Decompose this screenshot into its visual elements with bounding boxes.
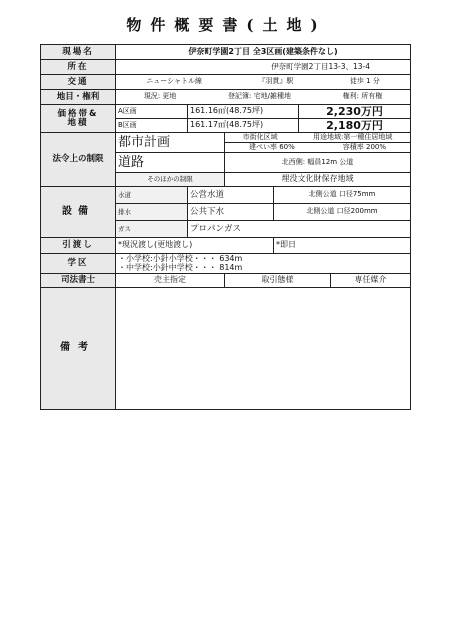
lot-a-price: 2,230万円 [299, 105, 411, 119]
row-school [41, 254, 411, 274]
label-scrivener: 司法書士 [41, 274, 116, 288]
property-summary-table [40, 44, 411, 410]
utility-drain-name: 排水 [116, 204, 188, 221]
label-land-rights: 地目・権利 [41, 90, 116, 105]
scrivener-value: 売主指定 [116, 274, 225, 288]
school-junior-high: ・中学校:小針中学校・・・ 814m [118, 262, 243, 272]
location-name-value: 伊奈町学園2丁目 全3区画(建築条件なし) [116, 45, 411, 60]
utility-drain-value: 公共下水 [188, 204, 274, 221]
school-list [116, 254, 411, 274]
utility-gas-value: プロパンガス [188, 221, 411, 238]
land-rights: 権利: 所有権 [342, 92, 383, 101]
land-status: 現況: 更地 [143, 92, 177, 101]
row-address [41, 60, 411, 75]
label-utilities: 設備 [41, 187, 116, 238]
land-rights-value [116, 90, 411, 105]
document-title: 物件概要書(土地) [126, 16, 327, 34]
city-planning-label: 都市計画 [116, 133, 225, 153]
road-value: 北西側: 幅員12m 公道 [225, 153, 411, 173]
transport-value [116, 75, 411, 90]
label-address: 所在 [41, 60, 116, 75]
handover-timing: *即日 [274, 238, 411, 254]
utility-water-detail: 北側公道 口径75mm [274, 187, 411, 204]
transaction-mode-label: 取引態様 [225, 274, 331, 288]
lot-b-price: 2,180万円 [299, 119, 411, 133]
label-remarks: 備考 [41, 288, 116, 410]
label-price-area [41, 105, 116, 133]
transport-walk: 徒歩 1 分 [349, 77, 380, 86]
transport-line: ニューシャトル線 [146, 77, 202, 86]
lot-a-name: A区画 [116, 105, 188, 119]
lot-b-name: B区画 [116, 119, 188, 133]
label-transport: 交通 [41, 75, 116, 90]
remarks-value [116, 288, 411, 410]
label-school: 学区 [41, 254, 116, 274]
utility-drain-detail: 北側公道 口径200mm [274, 204, 411, 221]
utility-gas-name: ガス [116, 221, 188, 238]
row-location-name [41, 45, 411, 60]
label-price-area-1: 価格帯& [57, 108, 99, 119]
road-label: 道路 [116, 153, 225, 173]
handover-value: *現況渡し(更地渡し) [116, 238, 274, 254]
lot-b-area: 161.17㎡(48.75坪) [188, 119, 299, 133]
label-legal: 法令上の制限 [41, 133, 116, 187]
land-register: 登記簿: 宅地/雑種地 [228, 92, 291, 101]
row-utility-water [41, 187, 411, 204]
row-scrivener [41, 274, 411, 288]
transport-station: 『羽貫』駅 [258, 77, 294, 86]
utility-water-name: 水道 [116, 187, 188, 204]
other-restriction-label: そのほかの制限 [116, 173, 225, 187]
label-handover: 引渡し [41, 238, 116, 254]
row-remarks [41, 288, 411, 410]
row-handover [41, 238, 411, 254]
coverage-ratio: 建ぺい率 60% [248, 142, 295, 151]
row-transport [41, 75, 411, 90]
other-restriction-value: 埋没文化財保存地域 [225, 173, 411, 187]
city-planning-detail [225, 133, 411, 153]
row-lot-a [41, 105, 411, 119]
lot-a-area: 161.16㎡(48.75坪) [188, 105, 299, 119]
label-price-area-2: 地積 [67, 117, 89, 128]
use-zone: 用途地域:第一種住居地域 [312, 132, 393, 141]
address-value: 伊奈町学園2丁目13-3、13-4 [116, 60, 411, 75]
label-location-name: 現場名 [41, 45, 116, 60]
utility-water-value: 公営水道 [188, 187, 274, 204]
row-land-rights [41, 90, 411, 105]
transaction-mode-value: 専任媒介 [331, 274, 411, 288]
floor-area-ratio: 容積率 200% [342, 142, 387, 151]
school-elementary: ・小学校:小針小学校・・・ 634m [118, 254, 243, 264]
row-legal-city [41, 133, 411, 153]
zone-area: 市街化区域 [242, 132, 278, 141]
